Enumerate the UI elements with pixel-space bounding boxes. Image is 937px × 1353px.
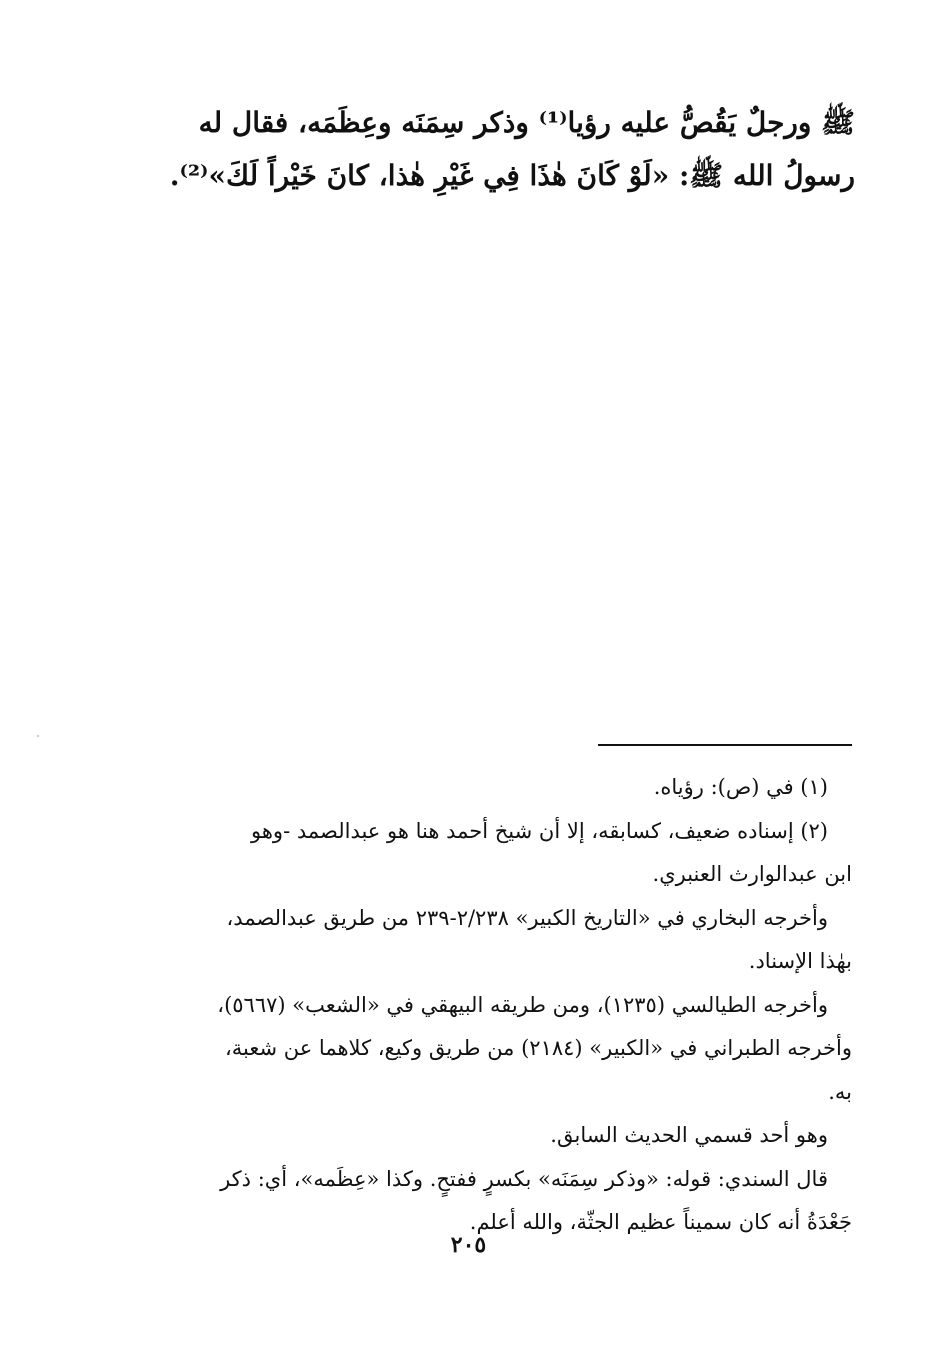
page-number: ٢٠٥ — [450, 1232, 487, 1258]
footnote-3-line-2: بهٰذا الإسناد. — [748, 949, 852, 973]
footnote-2-line-1: (٢) إسناده ضعيف، كسابقه، إلا أن شيخ أحمد هنا هو عبدالصمد -وهو — [251, 818, 828, 843]
main-line-2: رسولُ الله ﷺ: «لَوْ كَانَ هٰذَا فِي غَيْرِ هٰذا، كانَ خَيْراً لَكَ»⁽²⁾. — [169, 159, 855, 192]
footnote-5: وهو أحد قسمي الحديث السابق. — [550, 1123, 828, 1147]
main-text — [82, 96, 855, 202]
footnote-4-line-1: وأخرجه الطيالسي (١٢٣٥)، ومن طريقه البيهقي في «الشعب» (٥٦٦٧)، — [217, 992, 828, 1017]
footnote-4-line-2: وأخرجه الطبراني في «الكبير» (٢١٨٤) من طريق وكيع، كلاهما عن شعبة، — [224, 1036, 852, 1060]
footnote-6-line-2: جَعْدَةُ أنه كان سميناً عظيم الجثّة، والله أعلم. — [469, 1210, 852, 1234]
scan-speck — [37, 735, 39, 737]
footnote-2-line-2: ابن عبدالوارث العنبري. — [652, 862, 852, 886]
footnotes — [85, 766, 852, 1245]
footnote-3-line-1: وأخرجه البخاري في «التاريخ الكبير» ٢/٢٣٨-٢٣٩ من طريق عبدالصمد، — [226, 905, 828, 930]
footnote-1: (١) في (ص): رؤياه. — [653, 775, 828, 799]
main-line-1: ﷺ ورجلٌ يَقُصُّ عليه رؤيا⁽¹⁾ وذكر سِمَنَه وعِظَمَه، فقال له — [198, 106, 855, 139]
footnote-4-line-3: به. — [828, 1079, 852, 1104]
footnote-separator — [598, 744, 852, 746]
footnote-6-line-1: قال السندي: قوله: «وذكر سِمَنَه» بكسرٍ ففتحٍ. وكذا «عِظَمه»، أي: ذكر — [220, 1166, 828, 1191]
